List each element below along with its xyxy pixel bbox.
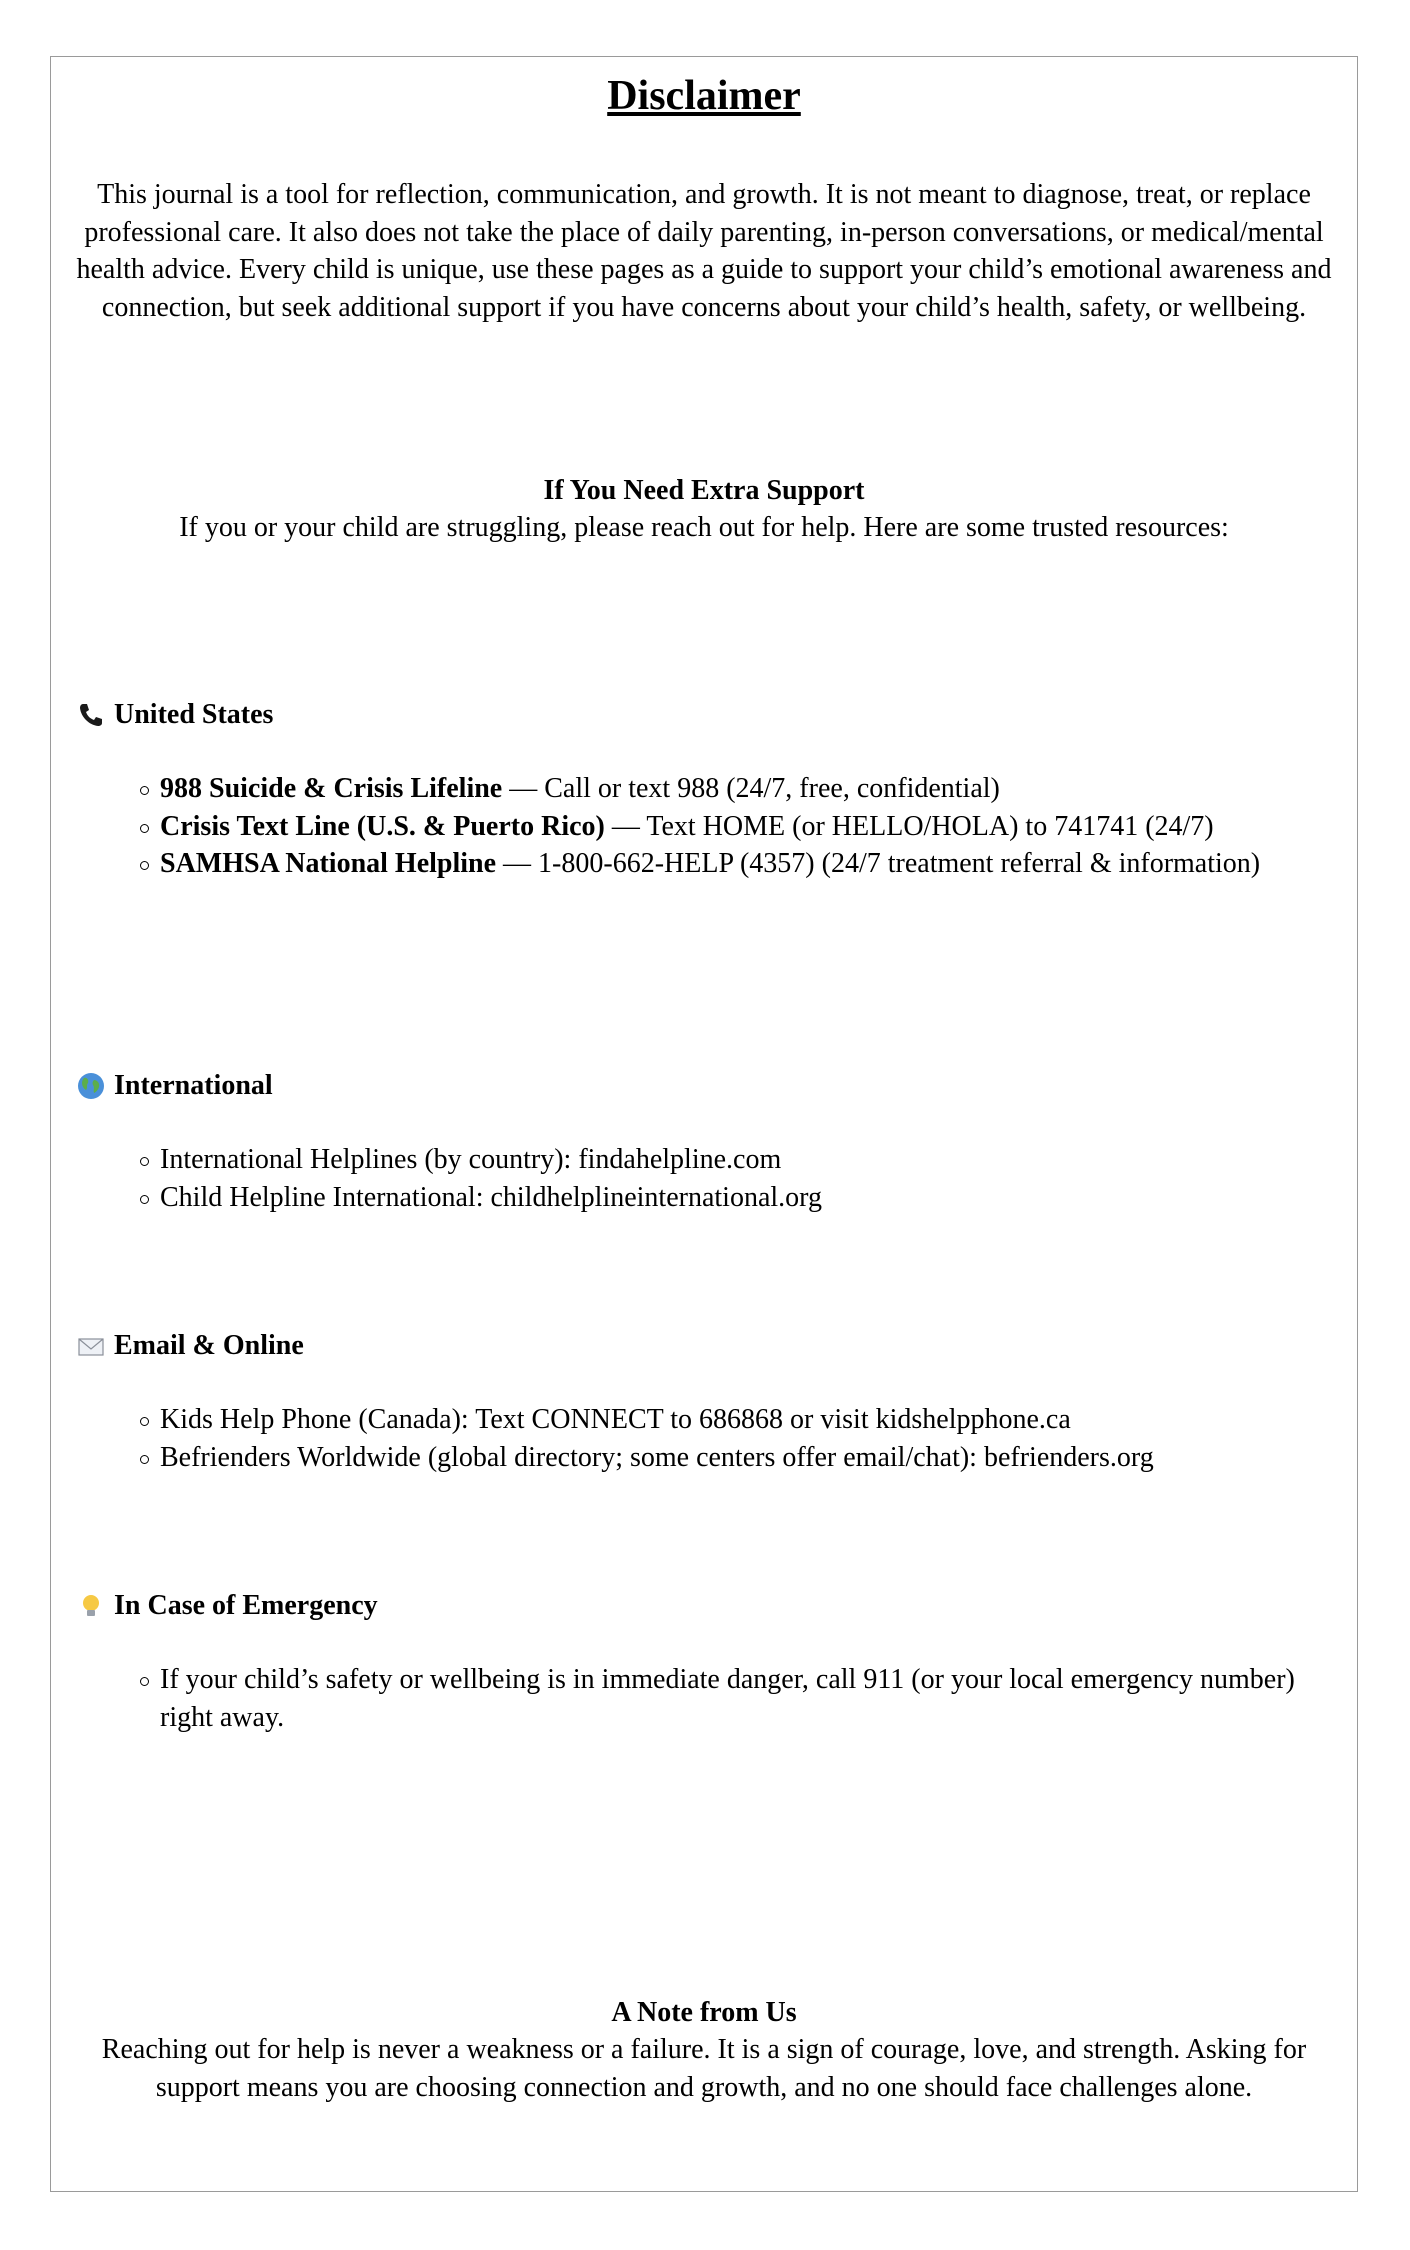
section-email-title: Email & Online (114, 1330, 304, 1361)
section-us-title: United States (114, 699, 274, 730)
section-emergency-title: In Case of Emergency (114, 1590, 378, 1621)
globe-icon (76, 1071, 106, 1101)
section-international-heading (76, 1067, 273, 1104)
email-resource-list (160, 1401, 1300, 1476)
list-item: If your child’s safety or wellbeing is in immediate danger, call 911 (or your local emergency number) right away. (160, 1661, 1300, 1736)
section-emergency-heading (76, 1587, 378, 1624)
note-text: Reaching out for help is never a weakness or a failure. It is a sign of courage, love, and strength. Asking for support means you are choosing connection and growth, and no one should face challenges alone. (101, 2034, 1307, 2103)
list-item (160, 808, 1300, 846)
support-text: If you or your child are struggling, please reach out for help. Here are some trusted resources: (179, 512, 1229, 543)
page-title: Disclaimer (607, 73, 801, 119)
resource-name: Crisis Text Line (U.S. & Puerto Rico) (160, 810, 605, 842)
intro-paragraph: This journal is a tool for reflection, communication, and growth. It is not meant to diagnose, treat, or replace professional care. It also does not take the place of daily parenting, in-person conversations, or medical/mental health advice. Every child is unique, use these pages as a guide to support your child’s emotional awareness and connection, but seek additional support if you have concerns about your child’s health, safety, or wellbeing. (76, 179, 1332, 323)
section-email-heading (76, 1327, 304, 1364)
lightbulb-icon (76, 1591, 106, 1621)
list-item (160, 845, 1300, 883)
resource-detail: — 1-800-662-HELP (4357) (24/7 treatment referral & information) (496, 848, 1261, 879)
resource-name: SAMHSA National Helpline (160, 848, 497, 879)
note-heading: A Note from Us (611, 1997, 797, 2028)
page-border (50, 56, 1358, 2192)
support-heading: If You Need Extra Support (543, 475, 865, 506)
us-resource-list (160, 770, 1300, 883)
section-us-heading (76, 696, 273, 733)
emergency-resource-list (160, 1661, 1300, 1736)
list-item: International Helplines (by country): findahelpline.com (160, 1141, 1300, 1179)
envelope-icon (76, 1331, 106, 1361)
resource-detail: — Call or text 988 (24/7, free, confidential) (502, 773, 1000, 804)
list-item: Befrienders Worldwide (global directory; some centers offer email/chat): befrienders.org (160, 1439, 1300, 1477)
list-item: Child Helpline International: childhelplineinternational.org (160, 1179, 1300, 1217)
list-item: Kids Help Phone (Canada): Text CONNECT to 686868 or visit kidshelpphone.ca (160, 1401, 1300, 1439)
list-item (160, 770, 1300, 808)
resource-name: 988 Suicide & Crisis Lifeline (160, 773, 503, 804)
resource-detail: — Text HOME (or HELLO/HOLA) to 741741 (24/7) (604, 810, 1214, 842)
international-resource-list (160, 1141, 1300, 1216)
phone-icon (76, 700, 106, 730)
section-international-title: International (114, 1070, 273, 1101)
